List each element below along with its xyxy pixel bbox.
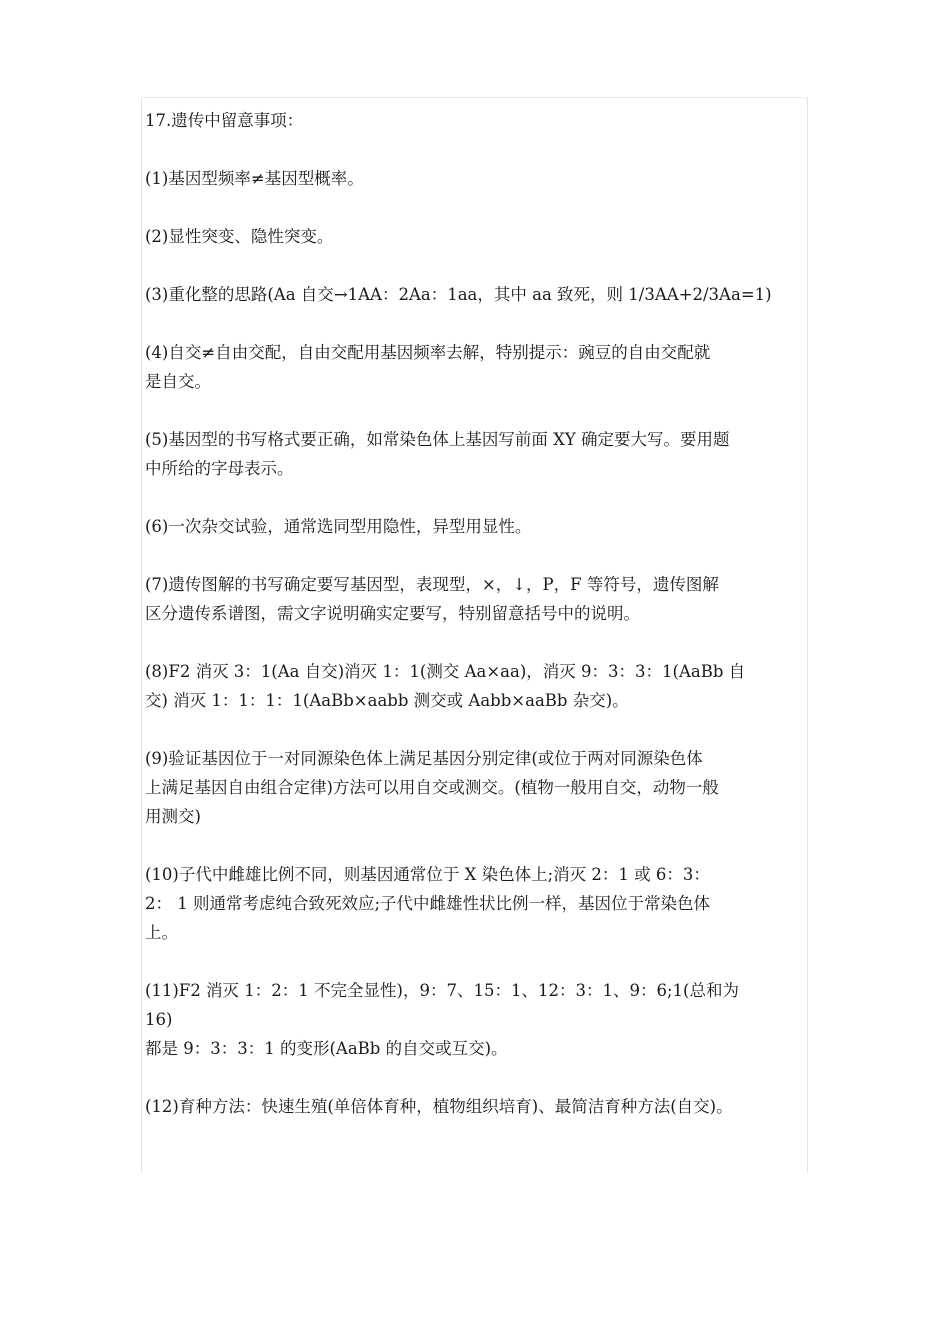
item-line: 中所给的字母表示。 (145, 459, 294, 478)
item-line: (6)一次杂交试验，通常选同型用隐性，异型用显性。 (145, 517, 532, 536)
item-line: (1)基因型频率≠基因型概率。 (145, 169, 364, 188)
list-item (145, 338, 807, 396)
list-item (145, 657, 807, 715)
item-line: (5)基因型的书写格式要正确，如常染色体上基因写前面 XY 确定要大写。要用题 (145, 430, 730, 449)
item-line: (10)子代中雌雄比例不同，则基因通常位于 X 染色体上;消灭 2：1 或 6：3： (145, 865, 710, 884)
list-item (145, 280, 807, 309)
list-item (145, 744, 807, 831)
item-line: (11)F2 消灭 1：2：1 不完全显性)，9：7、15：1、12：3：1、9：6;1(总和为 (145, 981, 739, 1000)
item-line: (3)重化整的思路(Aa 自交→1AA：2Aa：1aa，其中 aa 致死，则 1/3AA+2/3Aa=1) (145, 285, 772, 304)
item-line: (2)显性突变、隐性突变。 (145, 227, 334, 246)
list-item (145, 425, 807, 483)
item-line: (7)遗传图解的书写确定要写基因型，表现型，×，↓，P，F 等符号，遗传图解 (145, 575, 719, 594)
list-item (145, 222, 807, 251)
list-item (145, 860, 807, 947)
document-body (145, 106, 807, 1150)
item-line: (8)F2 消灭 3：1(Aa 自交)消灭 1：1(测交 Aa×aa)，消灭 9：3：3：1(AaBb 自 (145, 662, 746, 681)
item-line: 区分遗传系谱图，需文字说明确实定要写，特别留意括号中的说明。 (145, 604, 640, 623)
list-item (145, 976, 807, 1063)
item-line: 交) 消灭 1：1：1：1(AaBb×aabb 测交或 Aabb×aaBb 杂交)。 (145, 691, 629, 710)
item-line: (9)验证基因位于一对同源染色体上满足基因分别定律(或位于两对同源染色体 (145, 749, 703, 768)
item-line: 用测交) (145, 807, 201, 826)
item-line: 都是 9：3：3：1 的变形(AaBb 的自交或互交)。 (145, 1039, 508, 1058)
item-line: 上。 (145, 923, 178, 942)
item-line: 上满足基因自由组合定律)方法可以用自交或测交。(植物一般用自交，动物一般 (145, 778, 719, 797)
item-line: 是自交。 (145, 372, 211, 391)
item-line: 2： 1 则通常考虑纯合致死效应;子代中雌雄性状比例一样，基因位于常染色体 (145, 894, 711, 913)
item-line: 16) (145, 1010, 173, 1029)
item-list (145, 164, 807, 1121)
list-item (145, 1092, 807, 1121)
list-item (145, 164, 807, 193)
item-line: (12)育种方法：快速生殖(单倍体育种，植物组织培育)、最简洁育种方法(自交)。 (145, 1097, 733, 1116)
list-item (145, 512, 807, 541)
item-line: (4)自交≠自由交配，自由交配用基因频率去解，特别提示：豌豆的自由交配就 (145, 343, 711, 362)
document-title: 17.遗传中留意事项： (145, 111, 304, 130)
list-item (145, 570, 807, 628)
